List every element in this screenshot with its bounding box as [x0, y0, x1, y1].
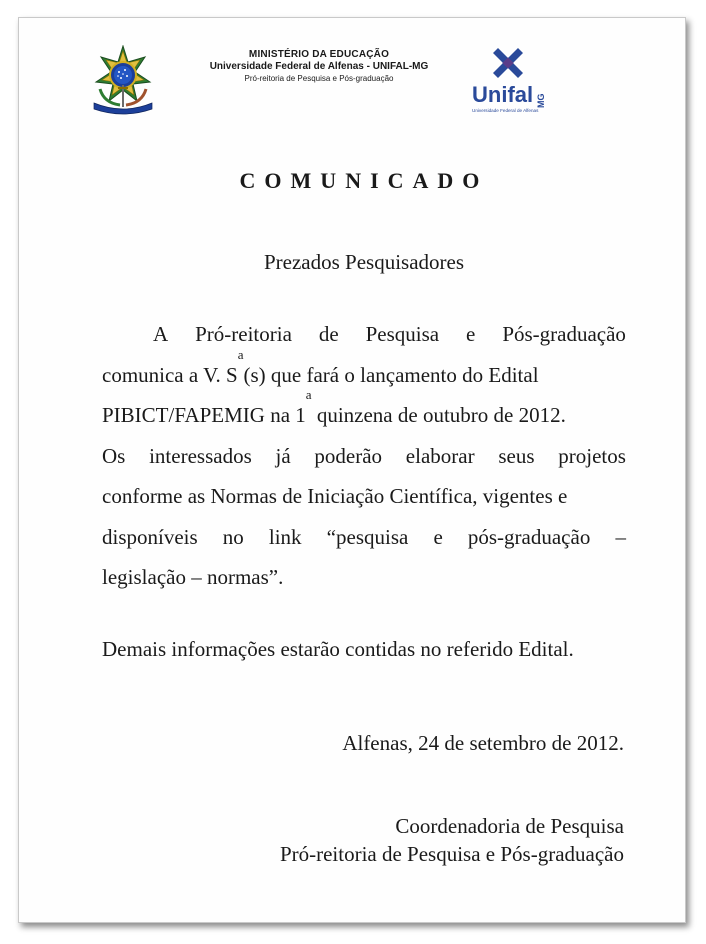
- body-line: PIBICT/FAPEMIG na 1 a quinzena de outubro de 2012.: [102, 387, 566, 427]
- body-line: legislação – normas”.: [102, 565, 284, 589]
- brazil-coat-of-arms-icon: [90, 45, 156, 115]
- date-line: Alfenas, 24 de setembro de 2012.: [342, 731, 624, 755]
- document-page: [18, 17, 686, 923]
- department-name: Pró-reitoria de Pesquisa e Pós-graduação: [244, 74, 394, 83]
- body-line: A Pró-reitoria de Pesquisa e Pós-graduação: [153, 322, 626, 346]
- letterhead: [19, 18, 687, 128]
- unifal-emblem-icon: [493, 48, 523, 78]
- body-line: disponíveis no link “pesquisa e pós-graduação –: [102, 524, 626, 549]
- university-name: Universidade Federal de Alfenas - UNIFAL-MG: [209, 61, 429, 72]
- unifal-logo: [468, 46, 554, 116]
- body-line: Os interessados já poderão elaborar seus projetos: [102, 443, 626, 468]
- body-line: comunica a V. S a (s) que fará o lançamento do Edital: [102, 346, 539, 387]
- signature-department: Coordenadoria de Pesquisa: [395, 814, 624, 838]
- unifal-state-tag: MG: [536, 93, 546, 108]
- body-line: conforme as Normas de Iniciação Científica, vigentes e: [102, 484, 568, 508]
- body-paragraph: [102, 314, 626, 598]
- greeting: Prezados Pesquisadores: [263, 250, 465, 274]
- unifal-wordmark: Unifal: [472, 82, 534, 107]
- signature-office: Pró-reitoria de Pesquisa e Pós-graduação: [279, 842, 624, 866]
- document-title: COMUNICADO: [239, 168, 489, 193]
- letterhead-text: [169, 49, 469, 84]
- unifal-subtitle: Universidade Federal de Alfenas: [472, 108, 539, 113]
- ministry-name: MINISTÉRIO DA EDUCAÇÃO: [248, 49, 390, 60]
- closing-sentence: Demais informações estarão contidas no referido Edital.: [102, 637, 574, 661]
